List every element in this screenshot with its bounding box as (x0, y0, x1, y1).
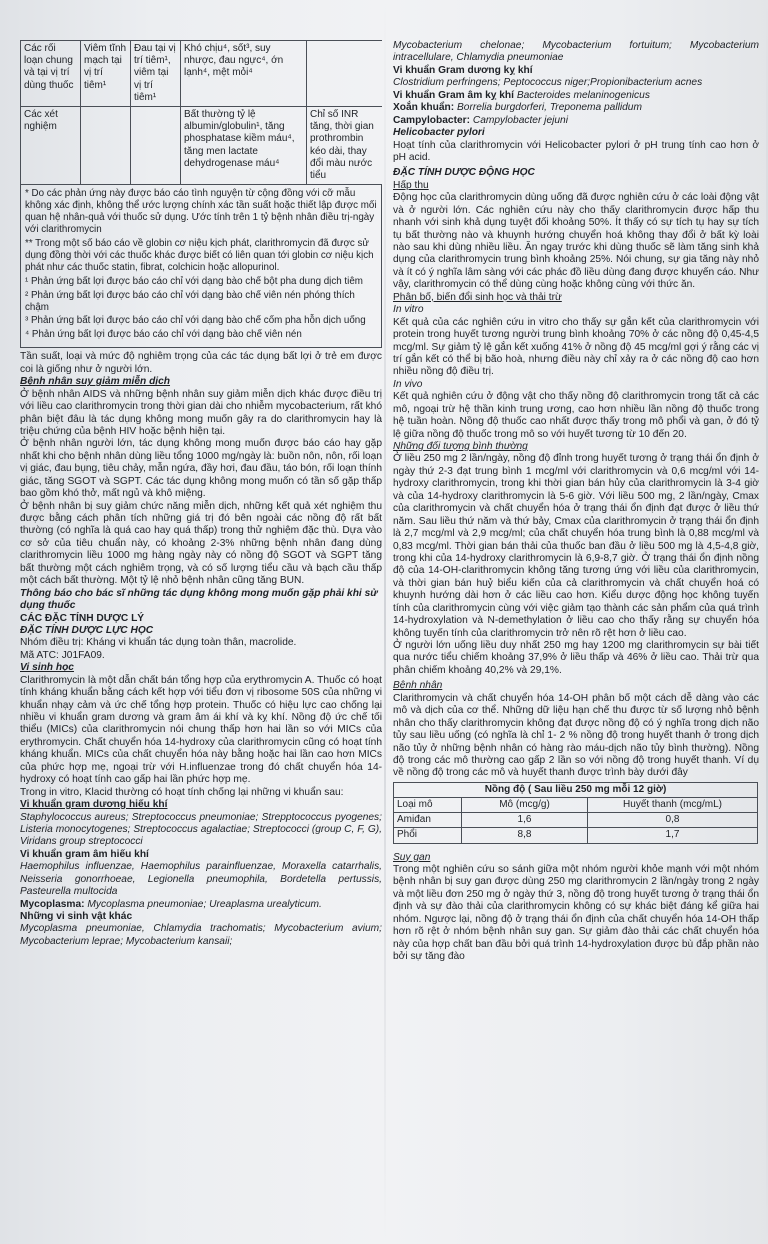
section-heading: CÁC ĐẶC TÍNH DƯỢC LÝ (20, 612, 145, 624)
table-cell: Chỉ số INR tăng, thời gian prothrombin kéo dài, thay đổi màu nước tiểu (307, 106, 383, 184)
paragraph: Ở liều 250 mg 2 lần/ngày, nồng độ đỉnh trong huyết tương ở trạng thái ổn định ở ngày thứ 2-3 đạt trung bình 1 mcg/ml với clarithromycin và 0,6 mcg/ml với 14-hydroxy clarithromycin, trong khi thời gian bán hủy của clarithromycin là 3-4 giờ và của 14-hydroxy clarithromycin là 5-6 giờ. Với liều 500 mg, 2 lần/ngày, Cmax của clarithromycin và chất chuyển hóa ở trạng thái ổn định đạt được ở liều thứ năm. Sau liều thứ năm và thứ bảy, Cmax của clarithromycin ở trạng thái ổn định là 2,7 mcg/ml và 2,9 mcg/ml; của chất chuyển hóa trung bình là 0,88 mcg/ml và 0,83 mcg/ml. Thời gian bán thải của thuốc ban đầu ở liều 500 mg là 4,5-4,8 giờ, trong khi của 14-hydroxy clarithromycin là 6,9-8,7 giờ. Ở trạng thái ổn định nồng độ của 14-OH-clarithromycin không tăng tương ứng với liều của clarithromycin, và thời gian bán huỷ biểu kiến của cả clarithromycin và chất chuyển hoá có khuynh hướng dài hơn ở các liều cao hơn. Kiểu dược động học không tuyến tính của clarithromycin cùng với việc giảm tạo thành các sản phẩm của quá trình 14-hydroxylation và N-demethylation ở liều cao cho thấy rằng sự chuyển hóa không tuyến tính của clarithromycin trở nên rõ rệt hơn ở liều cao. (393, 453, 759, 639)
section-heading: Những đối tượng bình thường (393, 441, 528, 452)
inline-label: Campylobacter: (393, 114, 470, 126)
section-heading: Bệnh nhân suy giảm miễn dịch (20, 376, 171, 388)
table-cell (131, 106, 181, 184)
paragraph: Trong in vitro, Klacid thường có hoạt tính chống lại những vi khuẩn sau: (20, 786, 344, 798)
table-row (21, 106, 383, 184)
table-row (394, 828, 758, 843)
organism-list: Staphylococcus aureus; Streptococcus pneumoniae; Strepptococcus pyogenes; Listeria monocytogenes; Streptococcus agalactiae; Streptococci (group C, F, G), Viridans group streptococci (20, 811, 382, 848)
column-header: Mô (mcg/g) (462, 798, 588, 813)
adverse-effects-table (20, 40, 382, 185)
concentration-table (393, 782, 758, 844)
footnote: ⁴ Phản ứng bất lợi được báo cáo chỉ với dạng bào chế viên nén (25, 329, 302, 341)
table-cell: Đau tại vị trí tiêm¹, viêm tại vị trí tiêm¹ (131, 41, 181, 107)
table-cell: Các xét nghiệm (21, 106, 81, 184)
table-cell: 1,6 (462, 813, 588, 828)
table-header-row (394, 798, 758, 813)
section-heading: Những vi sinh vật khác (20, 911, 133, 922)
paragraph: Mã ATC: J01FA09. (20, 649, 105, 661)
paragraph: Clarithromycin là một dẫn chất bán tổng hợp của erythromycin A. Thuốc có hoạt tính kháng khuẩn bằng cách kết hợp với tiểu đơn vị ribosome 50S của những vi khuẩn nhạy cảm và ức chế tổng hợp protein. Thuốc có hiệu lực cao chống lại nhiều vi khuẩn gram dương và gram âm ái khí và kỵ khí. Nồng độ ức chế tối thiểu (MICs) của clarithromycin nói chung thấp hơn hai lần so với MICs của erythromycin. Chất chuyển hóa 14-hydroxy của clarithromycin cũng có hoạt tính kháng khuẩn. MICs của chất chuyển hóa này bằng hoặc hai lần cao hơn MICs của phức hợp mẹ, ngoại trừ với H.influenzae trong đó chất chuyển hóa 14-hydroxy có hoạt tính cao gấp hai lần phức hợp mẹ. (20, 674, 382, 786)
section-heading: Phân bố, biến đổi sinh học và thải trừ (393, 291, 562, 303)
section-heading: Vi khuẩn gram âm hiếu khí (20, 848, 149, 860)
table-cell (81, 106, 131, 184)
organism-list: Bacteroides melaninogenicus (516, 89, 650, 101)
section-heading: ĐẶC TÍNH DƯỢC LỰC HỌC (20, 624, 154, 636)
section-heading: Helicobacter pylori (393, 127, 485, 139)
table-cell: Khó chịu⁴, sốt³, suy nhược, đau ngực⁴, ớn lạnh⁴, mệt mỏi⁴ (181, 41, 307, 107)
section-heading: Bệnh nhân (393, 680, 443, 692)
footnote: ** Trong một số báo cáo về globin cơ niệu kịch phát, clarithromycin đã được sử dụng đồng thời với các thuốc khác được biết có liên quan tới globin cơ niệu kịch phát như các thuốc statin, fibrat, colchicin hoặc allopurinol. (25, 237, 374, 273)
paragraph: Tần suất, loại và mức độ nghiêm trọng của các tác dụng bất lợi ở trẻ em được coi là giống như ở người lớn. (20, 351, 382, 375)
column-header: Loại mô (394, 798, 462, 813)
table-row (394, 782, 758, 797)
section-heading: Vi khuẩn gram dương hiếu khí (20, 799, 168, 811)
paragraph: Động học của clarithromycin dùng uống đã được nghiên cứu ở các loài động vật và ở người lớn. Các nghiên cứu này cho thấy clarithromycin được hấp thu nhanh với sinh khả dụng tuyệt đối khoảng 50%. Ít thấy có sự tích tụ hay sự tích tụ bất thường nào và khuynh hướng chuyển hoá không thay đổi ở bất kỳ loài nào sau khi dùng nhiều liều. Ăn ngay trước khi dùng thuốc sẽ làm tăng sinh khả dụng của clarithromycin trung bình khoảng 25%. Nói chung, sự gia tăng này nhỏ và ít có ý nghĩa lâm sàng với các phác đồ liều dùng đang được khuyến cáo. Như vậy, clarithromycin có thể dùng cùng hoặc không cùng với thức ăn. (393, 192, 759, 291)
organism-list: Campylobacter jejuni (472, 114, 568, 126)
paragraph: Kết quả của các nghiên cứu in vitro cho thấy sự gắn kết của clarithromycin với protein trong huyết tương người trung bình khoảng 70% ở các nồng độ 0,45-4,5 mcg/ml. Sự giảm tỷ lệ gắn kết xuống 41% ở nồng độ 45 mcg/ml gợi ý rằng các vị trí gắn kết có thể bị bão hoà, nhưng điều này chỉ xảy ra ở các nồng độ cao hơn nhiều nồng độ điều trị. (393, 316, 759, 378)
paragraph: Ở bệnh nhân người lớn, tác dụng không mong muốn được báo cáo hay gặp nhất khi cho bệnh nhân dùng liều tổng 1000 mg/ngày là: buồn nôn, nôn, rối loạn vị giác, đau bụng, tiêu chảy, mẫn ngứa, đầy hơi, đau đầu, táo bón, rối loạn thính giác, tăng SGOT và SGPT. Các tác dụng không mong muốn có tần số gặp thấp bao gồm khó thở, mất ngủ và khô miệng. (20, 438, 382, 500)
paragraph: Ở bệnh nhân bị suy giảm chức năng miễn dịch, những kết quả xét nghiệm thu được bằng cách phân tích những giá trị đó bên ngoài các nồng độ rất bất thường (có nghĩa là quá cao hay quá thấp) trong thử nghiệm đặc thù. Dựa vào cơ sở của tiêu chuẩn này, có khoảng 2-3% những bệnh nhân đang dùng clarithromycin liều 1000 mg hàng ngày này có nồng độ SGOT và SGPT tăng bất thường một cách nghiêm trọng, và có số lượng tiểu cầu và bạch cầu thấp một cách bất thường. Một tỷ lệ nhỏ bệnh nhân cũng tăng BUN. (20, 500, 382, 587)
section-heading: Vi sinh học (20, 662, 74, 674)
organism-list: Haemophilus influenzae, Haemophilus parainfluenzae, Moraxella catarrhalis, Neisseria gonorrhoeae, Legionella pneumophila, Bordetella pertussis, Pasteurella multocida (20, 861, 382, 898)
fold-crease (384, 0, 386, 1244)
organism-list: Mycobacterium chelonae; Mycobacterium fortuitum; Mycobacterium intracellulare, Chlamydia pneumoniae (393, 40, 759, 64)
section-heading: Vi khuẩn Gram dương kỵ khí (393, 64, 533, 76)
paragraph: Ở bệnh nhân AIDS và những bệnh nhân suy giảm miễn dịch khác được điều trị với liều cao clarithromycin trong thời gian dài cho nhiễm mycobacterium, rất khó phân biệt đâu là tác dụng không mong muốn gây ra do clarithromycin hay là triệu chứng của bệnh HIV hoặc bệnh hiện tại. (20, 388, 382, 437)
table-caption: Nồng độ ( Sau liều 250 mg mỗi 12 giờ) (394, 782, 758, 797)
paragraph (393, 115, 759, 127)
footnote: ¹ Phản ứng bất lợi được báo cáo chỉ với dạng bào chế bột pha dung dịch tiêm (25, 275, 363, 287)
table-footnotes (20, 185, 382, 348)
inline-label: Mycoplasma: (20, 898, 85, 910)
section-heading: ĐẶC TÍNH DƯỢC ĐỘNG HỌC (393, 167, 535, 179)
section-heading: Suy gan (393, 851, 431, 863)
table-cell: Amiđan (394, 813, 462, 828)
column-header: Huyết thanh (mcg/mL) (588, 798, 758, 813)
inline-label: Xoắn khuẩn: (393, 102, 455, 114)
paragraph: Hoạt tính của clarithromycin với Helicobacter pylori ở pH trung tính cao hơn ở pH acid. (393, 139, 759, 163)
section-heading: Hấp thu (393, 179, 429, 191)
right-column (393, 40, 759, 1240)
section-heading: In vitro (393, 304, 424, 316)
section-heading: In vivo (393, 378, 423, 390)
paragraph: Trong một nghiên cứu so sánh giữa một nhóm người khỏe mạnh với một nhóm bệnh nhân bị suy gan được dùng 250 mg clarithromycin 2 lần/ngày trong 2 ngày và một liều đơn 250 mg ở ngày thứ 3, nồng độ trong huyết tương ở trạng thái ổn định và sự đào thải của clarithromycin không có sự khác biệt đáng kể giữa hai nhóm. Ngược lại, nồng độ ở trạng thái ổn định của chất chuyển hóa 14-OH thấp hơn rõ rệt ở nhóm bệnh nhân suy gan. Sự giảm đào thải các chất chuyển hóa này của hợp chất ban đầu bởi quá trình 14-hydroxylation được bù đắp phần nào bởi sự tăng đào (393, 864, 759, 963)
table-cell: 8,8 (462, 828, 588, 843)
organism-list: Clostridium perfringens; Peptococcus niger;Propionibacterium acnes (393, 77, 703, 89)
organism-list: Borrelia burgdorferi, Treponema pallidum (456, 102, 642, 114)
paragraph (393, 102, 759, 114)
table-cell: Bất thường tỷ lệ albumin/globulin¹, tăng phosphatase kiềm máu⁴, tăng men lactate dehydrogenase máu⁴ (181, 106, 307, 184)
paragraph (393, 90, 759, 102)
table-cell (307, 41, 383, 107)
inline-label: Vi khuẩn Gram âm kỵ khí (393, 89, 514, 101)
table-cell: 1,7 (588, 828, 758, 843)
paragraph: Clarithromycin và chất chuyển hóa 14-OH phân bố một cách dễ dàng vào các mô và dịch của cơ thể. Những dữ liệu hạn chế thu được từ số lượng nhỏ bệnh nhân cho thấy clarithromycin không đạt được nồng độ có ý nghĩa trong dịch não tủy sau liều uống (có nghĩa là chỉ 1- 2 % nồng độ trong huyết thanh ở trong dịch não tủy ở những bệnh nhân có hàng rào máu-dịch não tủy bình thường). Nồng độ trong các mô thường cao gấp 2 lần so với nồng độ trong huyết thanh. Ví dụ về nồng độ trong các mô và huyết thanh được trình bày dưới đây (393, 692, 759, 779)
organism-list: Mycoplasma pneumoniae; Ureaplasma urealyticum. (87, 898, 322, 910)
table-cell: Phổi (394, 828, 462, 843)
footnote: * Do các phản ứng này được báo cáo tình nguyện từ cộng đồng với cỡ mẫu không xác định, không thể ước lượng chính xác tần suất hoặc thiết lập được mối quan hệ nhân-quả với thuốc sử dụng. Ước tính trên 1 tỷ bệnh nhân điều trị-ngày với clarithromycin (25, 188, 377, 235)
left-column (20, 40, 382, 1240)
organism-list: Mycoplasma pneumoniae, Chlamydia trachomatis; Mycobacterium avium; Mycobacterium leprae; Mycobacterium kansaii; (20, 923, 382, 947)
table-cell: Viêm tĩnh mạch tại vị trí tiêm¹ (81, 41, 131, 107)
table-row (394, 813, 758, 828)
table-cell: Các rối loạn chung và tại vị trí dùng thuốc (21, 41, 81, 107)
section-heading: Thông báo cho bác sĩ những tác dụng không mong muốn gặp phải khi sử dụng thuốc (20, 587, 378, 612)
paragraph: Kết quả nghiên cứu ở động vật cho thấy nồng độ clarithromycin trong tất cả các mô, ngoại trừ hệ thần kinh trung ương, cao hơn nhiều lần nồng độ thuốc trong hệ tuần hoàn. Nồng độ thuốc cao nhất được thấy trong mô phổi và gan, ở đó tỷ lệ giữa nồng độ thuốc trong mô so với huyết tương từ 10 đến 20. (393, 391, 759, 440)
paragraph: Nhóm điều trị: Kháng vi khuẩn tác dụng toàn thân, macrolide. (20, 637, 297, 649)
table-cell: 0,8 (588, 813, 758, 828)
paragraph (20, 899, 382, 911)
paragraph: Ở người lớn uống liều duy nhất 250 mg hay 1200 mg clarithromycin sự bài tiết qua nước tiểu chiếm khoảng 37,9% ở liều thấp và 46% ở liều cao. Thải trừ qua phân chiếm khoảng 40,2% và 29,1%. (393, 640, 759, 676)
footnote: ² Phản ứng bất lợi được báo cáo chỉ với dạng bào chế viên nén phóng thích chậm (25, 289, 355, 313)
table-row (21, 41, 383, 107)
footnote: ³ Phản ứng bất lợi được báo cáo chỉ với dạng bào chế cốm pha hỗn dịch uống (25, 315, 366, 327)
